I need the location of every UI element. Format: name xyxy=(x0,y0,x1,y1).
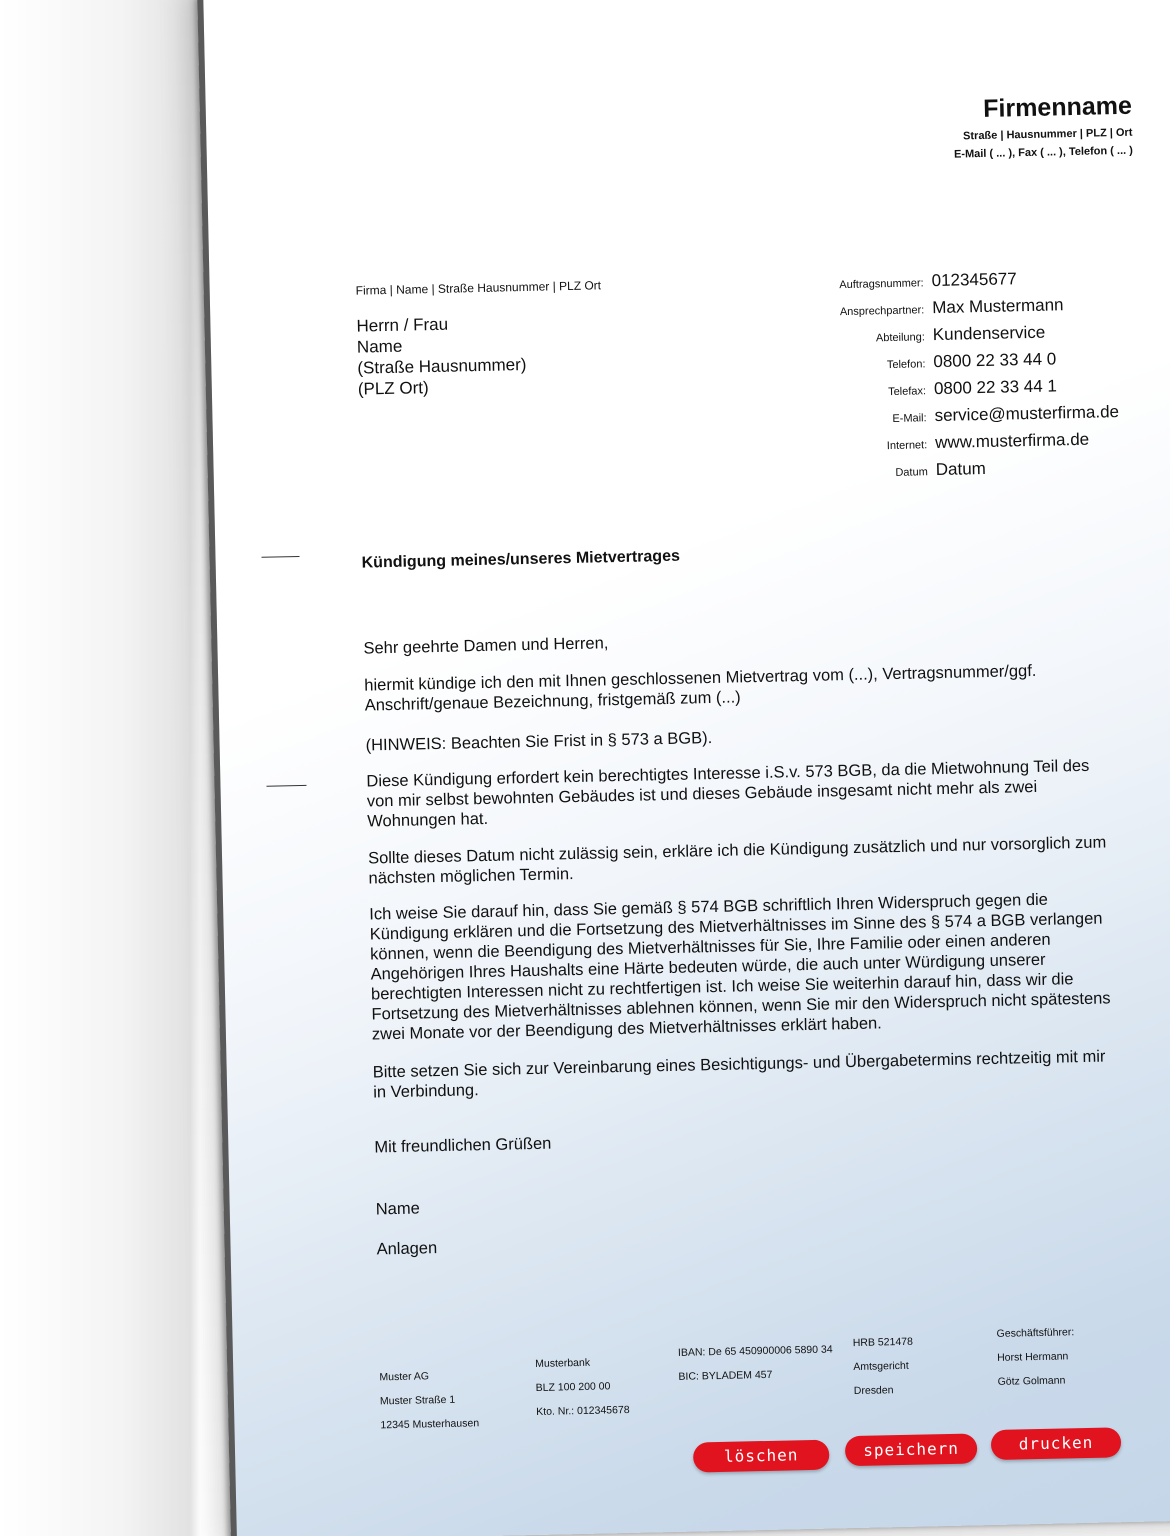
info-label: E-Mail: xyxy=(892,412,927,425)
info-value: Max Mustermann xyxy=(932,295,1064,318)
body-paragraph-1: hiermit kündige ich den mit Ihnen geschlossenen Mietvertrag vom (...), Vertragsnummer/ggf. Anschrift/genaue Bezeichnung, fristgemäß zum (...) xyxy=(364,661,1037,715)
letter-signature: Name xyxy=(375,1199,420,1219)
info-label: Telefax: xyxy=(887,385,927,399)
footer-register xyxy=(853,1330,915,1403)
body-paragraph-4: Ich weise Sie darauf hin, dass Sie gemäß § 574 BGB schriftlich Ihren Widerspruch gegen die Kündigung erklären und die Fortsetzung des Mietverhältnisses im Sinne des § 574 a BGB verlangen können, wenn die Beendigung des Mietverhältnisses für Sie, Ihre Familie oder einen anderen Angehörigen Ihres Haushalts eine Härte bedeuten würde, die auch unter Würdigung unserer berechtigten Interessen nicht zu rechtfertigen ist. Ich weise Sie weiterhin darauf hin, dass wir die Fortsetzung des Mietverhältnisses ablehnen können, wenn Sie mir den Widerspruch nicht spätestens zwei Monate vor der Beendigung des Mietverhältnisses erklärt haben. xyxy=(369,890,1111,1044)
recipient-street: (Straße Hausnummer) xyxy=(357,354,527,378)
footer-manager-2: Götz Golmann xyxy=(997,1374,1066,1388)
info-label: Ansprechpartner: xyxy=(839,304,925,319)
footer-manager-1: Horst Hermann xyxy=(997,1350,1069,1364)
company-name: Firmenname xyxy=(982,91,1133,123)
footer-iban xyxy=(678,1338,834,1389)
fold-mark-middle xyxy=(266,785,306,787)
footer-iban-number: IBAN: De 65 450900006 5890 34 xyxy=(677,1343,833,1359)
recipient-salutation: Herrn / Frau xyxy=(356,314,449,336)
footer-bank xyxy=(535,1350,630,1424)
letter-page xyxy=(197,0,1170,1536)
info-label: Telefon: xyxy=(886,358,926,372)
recipient-name: Name xyxy=(356,336,403,357)
footer-company-city: 12345 Musterhausen xyxy=(380,1417,480,1432)
company-address-line: Straße | Hausnummer | PLZ | Ort xyxy=(962,126,1133,143)
fold-mark-upper xyxy=(261,556,299,558)
body-paragraph-note: (HINWEIS: Beachten Sie Frist in § 573 a BGB). xyxy=(365,728,713,755)
letter-closing: Mit freundlichen Grüßen xyxy=(374,1134,552,1157)
info-label: Internet: xyxy=(886,439,928,453)
footer-company-name: Muster AG xyxy=(379,1370,430,1384)
footer-company xyxy=(379,1363,479,1437)
footer-company-street: Muster Straße 1 xyxy=(379,1393,456,1408)
info-label: Auftragsnummer: xyxy=(839,277,924,292)
footer-court: Amtsgericht xyxy=(853,1359,909,1374)
info-value: www.musterfirma.de xyxy=(934,429,1090,453)
footer-bank-account: Kto. Nr.: 012345678 xyxy=(536,1403,630,1418)
info-value: service@musterfirma.de xyxy=(934,402,1120,426)
body-paragraph-3: Sollte dieses Datum nicht zulässig sein, erkläre ich die Kündigung zusätzlich und nur vorsorglich zum nächsten möglichen Termin. xyxy=(367,833,1107,888)
footer-bank-name: Musterbank xyxy=(535,1356,591,1371)
recipient-city: (PLZ Ort) xyxy=(357,378,429,399)
info-label: Abteilung: xyxy=(875,331,925,345)
body-paragraph-5: Bitte setzen Sie sich zur Vereinbarung eines Besichtigungs- und Übergabetermins rechtzeitig mit mir in Verbindung. xyxy=(372,1047,1106,1102)
body-paragraph-2: Diese Kündigung erfordert kein berechtigtes Interesse i.S.v. 573 BGB, da die Mietwohnung Teil des von mir selbst bewohnten Gebäudes ist und dieses Gebäude insgesamt nicht mehr als zwei Wohnungen hat. xyxy=(366,756,1090,831)
info-label: Datum xyxy=(895,466,928,479)
letter-salutation: Sehr geehrte Damen und Herren, xyxy=(363,634,609,658)
company-contact-line: E-Mail ( ... ), Fax ( ... ), Telefon ( ... ) xyxy=(953,144,1133,161)
letter-attachments: Anlagen xyxy=(376,1239,438,1259)
sender-line: Firma | Name | Straße Hausnummer | PLZ Ort xyxy=(355,278,602,298)
info-value: 012345677 xyxy=(931,269,1017,291)
info-value: 0800 22 33 44 1 xyxy=(933,376,1058,399)
footer-bic: BIC: BYLADEM 457 xyxy=(678,1368,773,1383)
delete-button[interactable]: löschen xyxy=(693,1440,830,1473)
info-value: Kundenservice xyxy=(932,322,1046,345)
footer-management-title: Geschäftsführer: xyxy=(996,1326,1075,1340)
footer-court-city: Dresden xyxy=(853,1384,894,1398)
footer-bank-blz: BLZ 100 200 00 xyxy=(535,1380,611,1394)
footer-hrb: HRB 521478 xyxy=(852,1335,914,1350)
letter-subject: Kündigung meines/unseres Mietvertrages xyxy=(361,547,681,572)
info-value: Datum xyxy=(935,458,987,480)
print-button[interactable]: drucken xyxy=(991,1427,1122,1460)
footer-management xyxy=(996,1320,1075,1394)
info-value: 0800 22 33 44 0 xyxy=(933,349,1057,372)
save-button[interactable]: speichern xyxy=(845,1433,978,1466)
